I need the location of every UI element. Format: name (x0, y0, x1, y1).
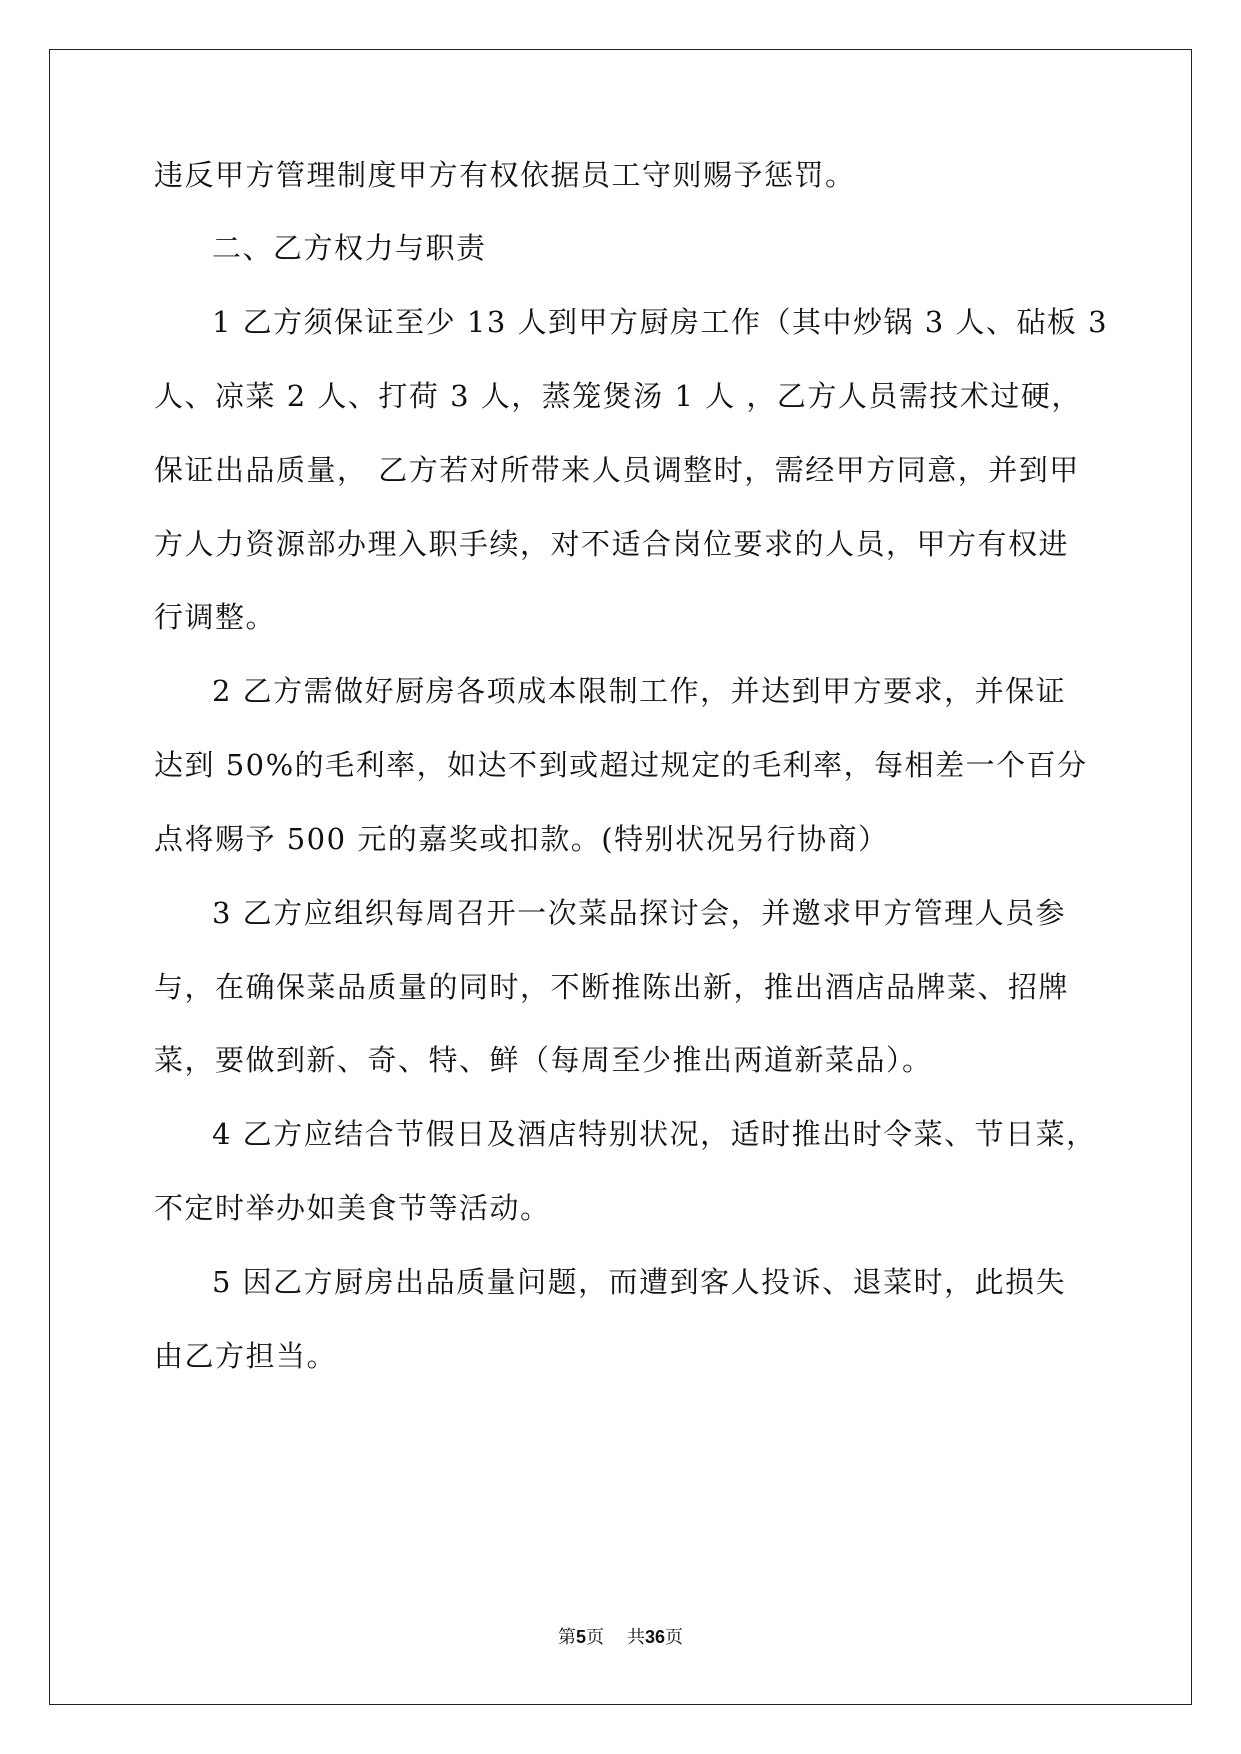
footer-total-prefix: 共 (626, 1627, 645, 1648)
text-line: 3 乙方应组织每周召开一次菜品探讨会，并邀求甲方管理人员参 (212, 896, 1067, 930)
text-line: 保证出品质量， 乙方若对所带来人员调整时，需经甲方同意，并到甲 (154, 453, 1080, 487)
text-line: 不定时举办如美食节等活动。 (154, 1191, 551, 1225)
text-line: 4 乙方应结合节假日及酒店特别状况，适时推出时令菜、节日菜， (212, 1117, 1097, 1151)
text-line: 点将赐予 500 元的嘉奖或扣款。(特别状况另行协商） (154, 822, 889, 856)
current-page-number: 5 (576, 1627, 587, 1647)
text-line: 1 乙方须保证至少 13 人到甲方厨房工作（其中炒锅 3 人、砧板 3 (212, 305, 1109, 339)
page-frame (49, 49, 1192, 1705)
text-line: 5 因乙方厨房出品质量问题，而遭到客人投诉、退菜时，此损失 (212, 1265, 1067, 1299)
page-footer (0, 1623, 1241, 1649)
text-line: 人、凉菜 2 人、打荷 3 人，蒸笼煲汤 1 人 ，乙方人员需技术过硬， (154, 379, 1082, 413)
text-line: 与，在确保菜品质量的同时，不断推陈出新，推出酒店品牌菜、招牌 (154, 970, 1070, 1004)
footer-page-unit: 页 (586, 1627, 605, 1648)
text-line: 达到 50%的毛利率，如达不到或超过规定的毛利率，每相差一个百分 (154, 748, 1088, 782)
text-line: 由乙方担当。 (154, 1339, 338, 1373)
text-line: 违反甲方管理制度甲方有权依据员工守则赐予惩罚。 (154, 158, 856, 192)
footer-prefix: 第 (558, 1627, 577, 1648)
text-line: 2 乙方需做好厨房各项成本限制工作，并达到甲方要求，并保证 (212, 674, 1067, 708)
total-page-count: 36 (644, 1627, 665, 1647)
footer-total-unit: 页 (664, 1627, 683, 1648)
section-heading: 二、乙方权力与职责 (212, 231, 487, 265)
text-line: 行调整。 (154, 600, 277, 634)
text-line: 方人力资源部办理入职手续，对不适合岗位要求的人员，甲方有权进 (154, 527, 1070, 561)
text-line: 菜，要做到新、奇、特、鲜（每周至少推出两道新菜品）。 (154, 1043, 933, 1077)
